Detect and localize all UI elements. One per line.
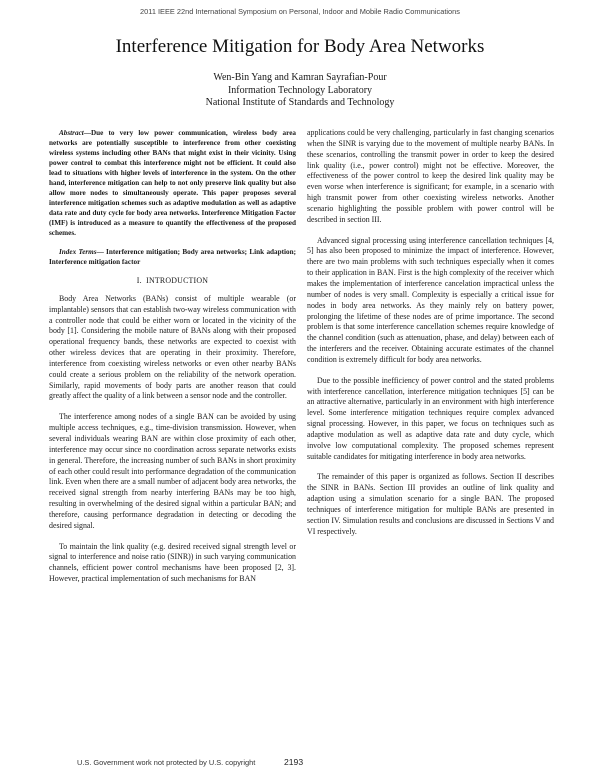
author-institute: National Institute of Standards and Technology: [205, 97, 395, 109]
abstract-dash: —: [83, 129, 91, 137]
index-terms-label: Index Terms: [59, 248, 97, 256]
abstract-text: Due to very low power communication, wireless body area networks are potentially susceptible to interference from other coexisting wireless systems including other BANs that might exist in their vicinity. Using power control to combat this interference might not be efficient. It could also lead to situations with higher levels of interference in the system. On the other hand, interference mitigation can help to not only preserve link quality but also allow more nodes to simultaneously operate. This paper proposes several interference mitigation schemes such as adaptive modulation as well as adaptive data rate and duty cycle for body area networks. Interference Mitigation Factor (IMF) is introduced as a measure to quantify the effectiveness of the proposed schemes.: [49, 129, 296, 237]
index-terms-dash: —: [96, 248, 104, 256]
author-names: Wen-Bin Yang and Kamran Sayrafian-Pour: [213, 72, 387, 83]
right-paragraph-1: applications could be very challenging, particularly in fast changing scenarios when the SINR is varying due to the movement of multiple nearby BANs. In these scenarios, controlling the transmit power in order to keep the desired link quality (i.e., power control) might not be effective. Moreover, the effectiveness of the power control to keep the desired link quality may be even worse when interference is significant; for example, in a scenario with high transmit power from other coexisting wireless networks. Another scenario highlighting the possible problem with power control will be described in section III.: [307, 128, 554, 224]
section-title-rest: NTRODUCTION: [149, 276, 209, 285]
section-first-letter: I: [146, 276, 149, 285]
author-lab: Information Technology Laboratory: [227, 84, 373, 96]
section-heading-introduction: [49, 276, 296, 287]
section-numeral: I.: [136, 276, 142, 285]
page-number: 2193: [284, 757, 304, 767]
abstract: [49, 128, 296, 238]
author-block: [0, 72, 600, 110]
right-paragraph-2: Advanced signal processing using interference cancellation techniques [4, 5] has also been proposed to minimize the impact of interference. However, there are two main problems with such techniques especially when it comes to their application in BAN. First is the high complexity of the receiver which makes the implementation of interference cancelation impractical unless the number of nodes is very small. Complexity is especially a critical issue for nodes in body area networks. As they mainly rely on battery power, prolonging the lifetime of these nodes are of prime importance. The second problem is that some interference cancellation schemes require knowledge of the channel condition (such as attenuation, phase, and delay) between each of the interferers and the receiver. Obtaining accurate estimates of the channel condition is extremely difficult for body area networks.: [307, 235, 554, 364]
conference-header: 2011 IEEE 22nd International Symposium on Personal, Indoor and Mobile Radio Communications: [140, 7, 460, 16]
intro-paragraph-1: Body Area Networks (BANs) consist of multiple wearable (or implantable) sensors that can establish two-way wireless communication with a controller node that could be either worn or located in the vicinity of the body [1]. Considering the mobile nature of BANs along with their proposed operational frequency bands, these networks are expected to coexist with other wireless devices that are operating in their proximity. Therefore, interference from coexisting wireless networks or even other nearby BANs could create a serious problem on the reliability of the network operation. Similarly, rapid movements of body parts are another reason that could greatly affect the quality of a link between a sensor node and the controller.: [49, 293, 296, 401]
copyright-notice: U.S. Government work not protected by U.S. copyright: [77, 758, 256, 767]
intro-paragraph-2: The interference among nodes of a single BAN can be avoided by using multiple access techniques, e.g., time-division transmission. However, when several individuals wearing BAN are within close proximity of each other, interference may occur since no coordination across separate networks exists in general. Therefore, the increasing number of such BANs in short proximity of each other could result into performance degradation of the communication link. Even when there are a small number of adjacent body area networks, the received signal strength from nearby interfering BANs may be too high, resulting in overwhelming of the desired signal within a particular BAN; and therefore, causing performance degradation in detecting or decoding the desired signal.: [49, 412, 296, 530]
right-paragraph-4: The remainder of this paper is organized as follows. Section II describes the SINR in BANs. Section III provides an outline of link quality and adaption using a simulation scenario for a single BAN. The proposed techniques of interference mitigation for multiple BANs are presented in section IV. Simulation results and conclusions are discussed in Sections V and VI respectively.: [307, 472, 554, 536]
left-column: [49, 128, 296, 585]
intro-paragraph-3: To maintain the link quality (e.g. desired received signal strength level or signal to interference and noise ratio (SINR)) in such varying communication channels, efficient power control mechanisms have been proposed [2, 3]. However, practical implementation of such mechanisms for BAN: [49, 541, 296, 584]
index-terms: [49, 247, 296, 267]
abstract-label: Abstract: [59, 129, 84, 137]
paper-title: Interference Mitigation for Body Area Networks: [115, 36, 485, 57]
right-column: [307, 128, 554, 538]
index-terms-text: Interference mitigation; Body area networks; Link adaption; Interference mitigation factor: [49, 248, 296, 266]
right-paragraph-3: Due to the possible inefficiency of power control and the stated problems with interference cancellation, interference mitigation techniques [5] can be an attractive alternative, particularly in an environment with high interference level. Some interference mitigation techniques require complex advanced signal processing. However, in this paper, we focus on techniques such as adaptive modulation as well as adaptive data rate and duty cycle, which involve low computational complexity. The proposed schemes represent suitable candidates for mitigating interference in body area networks.: [307, 375, 554, 461]
